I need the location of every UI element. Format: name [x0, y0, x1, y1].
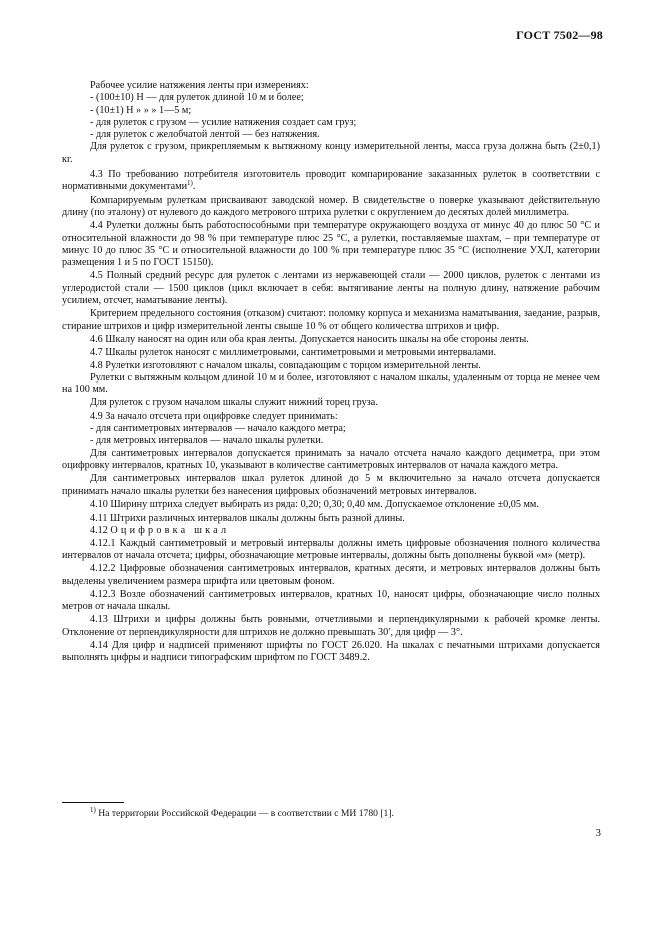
paragraph-text: Рабочее усилие натяжения ленты при измерениях:: [90, 80, 309, 91]
paragraph: [62, 270, 600, 307]
paragraph-text: 4.8 Рулетки изготовляют с началом шкалы, совпадающим с торцом измерительной ленты.: [90, 359, 481, 371]
paragraph-text: 4.12.3 Возле обозначений сантиметровых интервалов, кратных 10, наносят цифры, обозначающие число полных метров от начала шкалы.: [62, 588, 600, 613]
paragraph: [62, 372, 600, 397]
paragraph-text: - для метровых интервалов — начало шкалы рулетки.: [90, 435, 324, 447]
paragraph: [62, 195, 600, 220]
document-header-code: ГОСТ 7502—98: [516, 28, 603, 42]
paragraph: [62, 411, 600, 423]
paragraph-text: Для сантиметровых интервалов допускается принимать за начало отсчета начало каждого дециметра, при этом оцифровку интервалов, кратных 10, указывают в количестве сантиметровых интервалов от начала каждого метра.: [62, 447, 600, 471]
paragraph-text: 4.9 За начало отсчета при оцифровке следует принимать:: [90, 410, 338, 422]
paragraph-text: Рулетки с вытяжным кольцом длиной 10 м и более, изготовляют с началом шкалы, удаленным от торца не менее чем на 100 мм.: [62, 371, 600, 396]
paragraph-text: 4.14 Для цифр и надписей применяют шрифты по ГОСТ 26.020. На шкалах с печатными штрихами допускается выполнять цифры и надписи типографским шрифтом по ГОСТ 3489.2.: [62, 640, 600, 664]
paragraph: [62, 640, 600, 665]
paragraph-text: - для сантиметровых интервалов — начало каждого метра;: [90, 423, 346, 435]
paragraph-text: 4.12: [90, 525, 111, 537]
paragraph-text: 4.3 По требованию потребителя изготовитель проводит компарирование заказанных рулеток в соответствии с нормативными документами: [62, 169, 600, 193]
paragraph: [62, 360, 600, 372]
paragraph-text: Компарируемым рулеткам присваивают заводской номер. В свидетельстве о поверке указывают действительную длину (по эталону) от нулевого до каждого метрового штриха рулетки с округлением до десятых долей миллиметра.: [62, 194, 600, 218]
paragraph: [62, 499, 600, 511]
paragraph-text: 4.10 Ширину штриха следует выбирать из ряда: 0,20; 0,30; 0,40 мм. Допускаемое отклонение ±0,05 мм.: [90, 498, 539, 510]
paragraph-text: Для сантиметровых интервалов шкал рулеток длиной до 5 м включительно за начало отсчета допускается принимать начало шкалы рулетки без нанесения цифровых обозначений метровых интервалов.: [62, 473, 600, 497]
paragraph: [62, 473, 600, 498]
paragraph: [62, 92, 600, 104]
document-body: [62, 80, 600, 665]
paragraph-text: - (100±10) Н — для рулеток длиной 10 м и более;: [90, 92, 304, 104]
paragraph-text: - для рулеток с желобчатой лентой — без натяжения.: [90, 129, 320, 141]
paragraph-text: 4.5 Полный средний ресурс для рулеток с лентами из нержавеющей стали — 2000 циклов, рулеток с лентами из углеродистой стали — 1500 циклов (цикл включает в себя: вытягивание ленты на полную длину, натяжение рабочим усилием, отсчет, наматывание ленты).: [62, 270, 600, 307]
paragraph: [62, 347, 600, 359]
paragraph: [62, 614, 600, 639]
paragraph-text: Критерием предельного состояния (отказом) считают: поломку корпуса и механизма наматывания, заедание, разрыв, стирание штрихов и цифр измерительной ленты свыше 10 % от общего количества штрихов и цифр.: [62, 308, 600, 332]
section-heading-spaced: Оцифровка шкал: [110, 525, 230, 537]
paragraph-text: 4.4 Рулетки должны быть работоспособными при температуре окружающего воздуха от минус 40 до плюс 50 °С и относительной влажности до 98 % при температуре плюс 25 °С, а рулетки, поставляемые шахтам, – при температуре от минус 10 до плюс 35 °С и относительной влажности до 100 % при температуре плюс 35 °С (исполнение УХЛ, категории размещения 1 и 5 по ГОСТ 15150).: [62, 220, 600, 269]
paragraph: [62, 525, 600, 537]
paragraph: [62, 397, 600, 409]
paragraph: [62, 308, 600, 333]
paragraph: [62, 129, 600, 141]
paragraph-text: - (10±1) Н » » » 1—5 м;: [90, 104, 192, 116]
paragraph-text: - для рулеток с грузом — усилие натяжения создает сам груз;: [90, 116, 357, 128]
paragraph: [62, 423, 600, 435]
paragraph: [62, 220, 600, 269]
paragraph-text: 4.7 Шкалы рулеток наносят с миллиметровыми, сантиметровыми и метровыми интервалами.: [90, 347, 497, 359]
footnote: [90, 808, 590, 820]
paragraph: [62, 117, 600, 129]
paragraph: [62, 435, 600, 447]
paragraph: [62, 141, 600, 166]
paragraph-text: Для рулеток с грузом началом шкалы служит нижний торец груза.: [90, 397, 378, 409]
paragraph: [62, 589, 600, 614]
paragraph: [62, 334, 600, 346]
paragraph-text: 4.11 Штрихи различных интервалов шкалы должны быть разной длины.: [90, 513, 405, 525]
paragraph-text: 4.6 Шкалу наносят на один или оба края ленты. Допускается наносить шкалы на обе стороны ленты.: [90, 333, 529, 345]
paragraph: [62, 80, 600, 92]
paragraph-text: 4.13 Штрихи и цифры должны быть ровными, отчетливыми и перпендикулярными к рабочей кромке ленты. Отклонение от перпендикулярности для штрихов не должно превышать 30′, для цифр — 3°.: [62, 614, 600, 638]
paragraph-text: 4.12.2 Цифровые обозначения сантиметровых интервалов, кратных десяти, и метровых интервалов должны быть выделены увеличением размера шрифта или цветовым фоном.: [62, 563, 600, 587]
footnote-text: На территории Российской Федерации — в соответствии с МИ 1780 [1].: [95, 808, 394, 819]
paragraph-text: Для рулеток с грузом, прикрепляемым к вытяжному концу измерительной ленты, масса груза должна быть (2±0,1) кг.: [62, 141, 600, 165]
paragraph: [62, 563, 600, 588]
paragraph: [62, 513, 600, 525]
page-number: 3: [595, 827, 601, 839]
footnote-divider: [62, 802, 124, 803]
paragraph: [62, 448, 600, 473]
paragraph: [62, 105, 600, 117]
footnote-mark: 1): [90, 806, 96, 814]
paragraph: [62, 538, 600, 563]
paragraph: [62, 169, 600, 194]
paragraph-text: 4.12.1 Каждый сантиметровый и метровый интервалы должны иметь цифровые обозначения полного количества интервалов от начала отсчета; цифры, обозначающие метровые интервалы, должны быть дополнены буквой «м» (метр).: [62, 537, 600, 561]
paragraph-text-tail: .: [192, 181, 196, 193]
footnote-reference: 1): [187, 179, 193, 188]
